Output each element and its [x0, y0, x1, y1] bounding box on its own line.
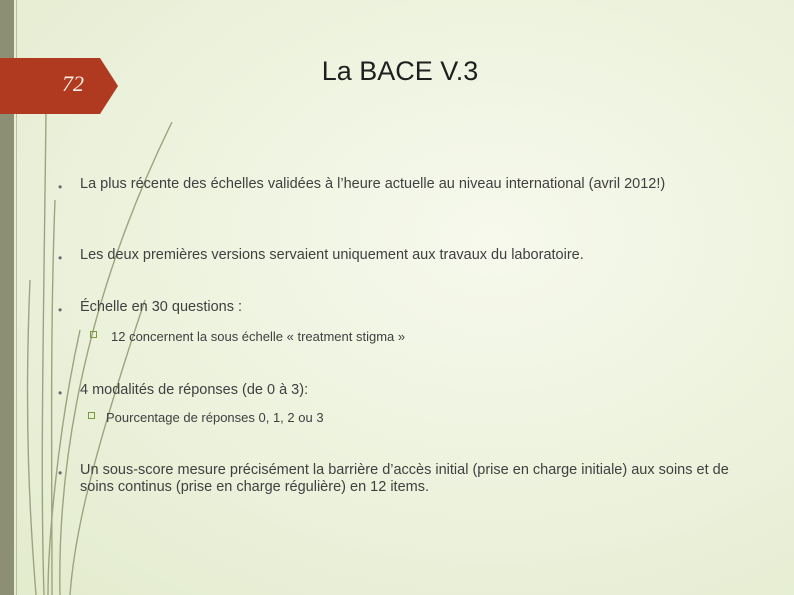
bullet-text: La plus récente des échelles validées à l’heure actuelle au niveau international (avril 2012!)	[80, 176, 666, 192]
bullet-text: 4 modalités de réponses (de 0 à 3):	[80, 382, 309, 398]
bullet-marker: •	[58, 303, 63, 317]
slide-number: 72	[62, 71, 84, 96]
bullet-marker: •	[58, 180, 63, 194]
bullet-marker: •	[58, 466, 63, 480]
slide-title: La BACE V.3	[321, 56, 479, 86]
sub-bullet-marker	[88, 412, 95, 419]
bullet-text: Un sous-score mesure précisément la barrière d’accès initial (prise en charge initiale) aux soins et de soins continus (prise en charge régulière) en 12 items.	[80, 462, 729, 495]
bullet-marker: •	[58, 386, 63, 400]
bullet-marker: •	[58, 251, 63, 265]
bullet-text: Les deux premières versions servaient uniquement aux travaux du laboratoire.	[80, 247, 584, 263]
bullet-text: Échelle en 30 questions :	[80, 299, 243, 315]
sub-bullet-text: 12 concernent la sous échelle « treatment stigma »	[111, 329, 406, 344]
sub-bullet-marker	[90, 331, 97, 338]
sub-bullet-text: Pourcentage de réponses 0, 1, 2 ou 3	[106, 410, 324, 425]
